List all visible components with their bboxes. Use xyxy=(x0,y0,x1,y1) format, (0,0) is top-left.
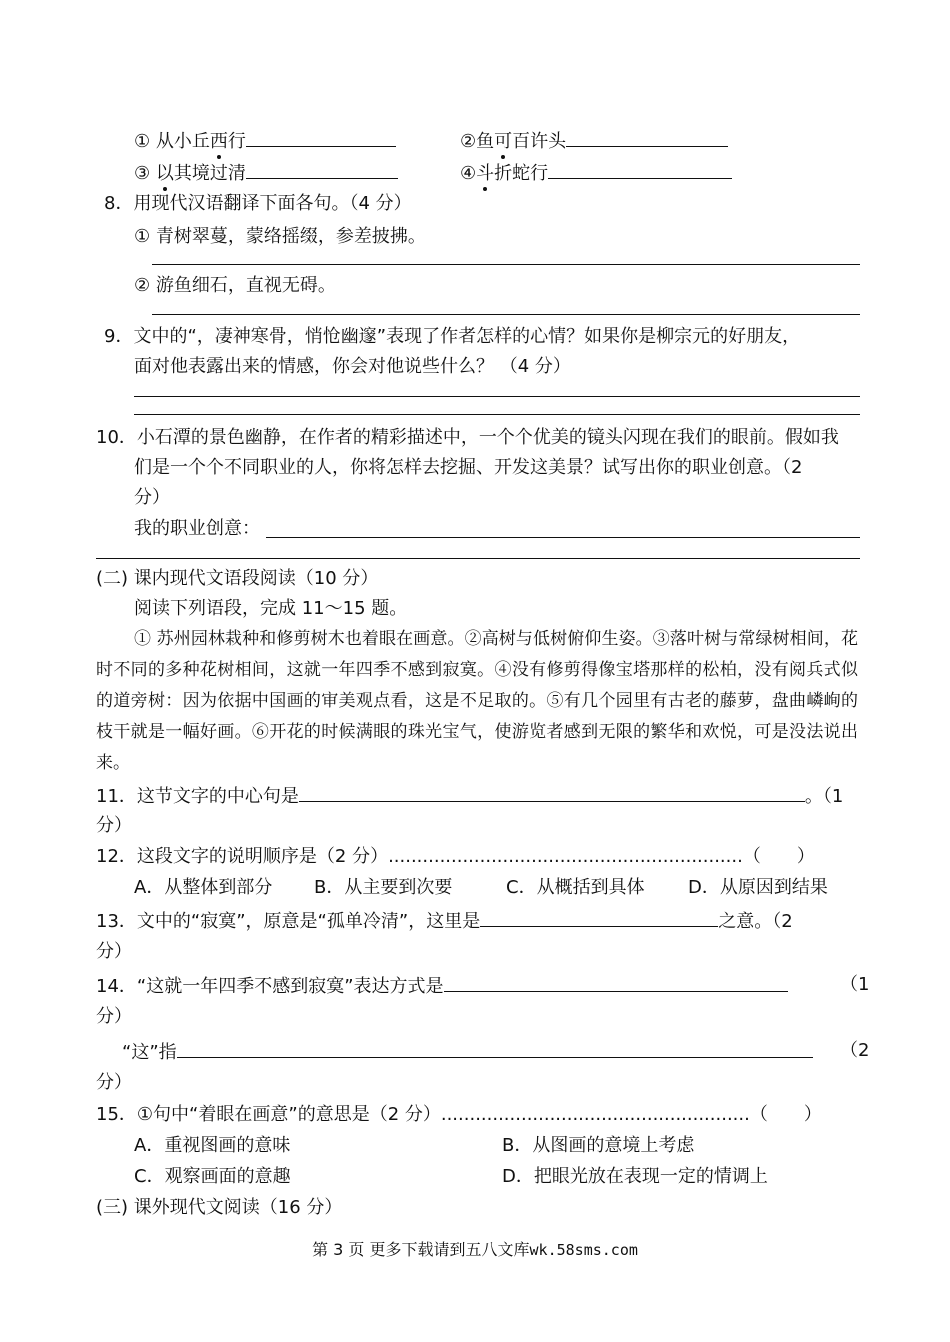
q15-option-c[interactable]: C．观察画面的意趣 xyxy=(134,1166,291,1187)
item-number: ③ xyxy=(134,163,151,184)
q13-cont: 分） xyxy=(96,941,132,962)
q10-label: 我的职业创意： xyxy=(134,518,260,539)
question-score: 。（1 xyxy=(804,786,844,807)
q14-part-2 xyxy=(122,1039,813,1065)
q9-line-1: 9．文中的“，凄神寒骨，悄怆幽邃”表现了作者怎样的心情？如果你是柳宗元的好朋友， xyxy=(104,326,801,347)
q12: 12．这段文字的说明顺序是（2 分）..............................................................（ ） xyxy=(96,846,815,867)
q13 xyxy=(96,908,793,934)
answer-blank[interactable] xyxy=(246,160,398,179)
q15: 15．①句中“着眼在画意”的意思是（2 分）......................................................（ ） xyxy=(96,1104,822,1125)
answer-blank[interactable] xyxy=(444,973,788,992)
q11-cont: 分） xyxy=(96,815,132,836)
item-text: 从小丘 xyxy=(155,131,210,152)
answer-line[interactable] xyxy=(152,314,860,315)
item-text: 百许头 xyxy=(512,131,567,152)
q14-score: （1 xyxy=(840,974,870,995)
q14-cont: 分） xyxy=(96,1006,132,1027)
dotted-char: 可 xyxy=(494,131,513,152)
item-number: ④ xyxy=(460,163,477,184)
q7-item-4 xyxy=(460,160,732,186)
answer-line[interactable] xyxy=(266,537,860,538)
question-text: 14．“这就一年四季不感到寂寞”表达方式是 xyxy=(96,976,444,997)
answer-blank[interactable] xyxy=(299,783,805,802)
q15-option-d[interactable]: D．把眼光放在表现一定的情调上 xyxy=(502,1166,768,1187)
question-text: 13．文中的“寂寞”，原意是“孤单冷清”，这里是 xyxy=(96,911,481,932)
q12-option-a[interactable]: A．从整体到部分 xyxy=(134,877,273,898)
q15-option-b[interactable]: B．从图画的意境上考虑 xyxy=(502,1135,695,1156)
page-footer xyxy=(0,1237,950,1260)
q10-line-2: 们是一个个不同职业的人，你将怎样去挖掘、开发这美景？试写出你的职业创意。（2 xyxy=(134,457,803,478)
item-text: 行 xyxy=(227,131,246,152)
answer-line[interactable] xyxy=(96,558,860,559)
q8-sentence-2: ② 游鱼细石，直视无碍。 xyxy=(134,275,336,296)
q14 xyxy=(96,973,788,999)
answer-line[interactable] xyxy=(134,414,860,415)
q12-option-d[interactable]: D．从原因到结果 xyxy=(688,877,828,898)
q12-option-c[interactable]: C．从概括到具体 xyxy=(506,877,645,898)
question-score: 之意。（2 xyxy=(718,911,793,932)
item-text: 折蛇行 xyxy=(494,163,549,184)
q7-item-2 xyxy=(460,128,728,154)
q7-item-3 xyxy=(134,160,398,186)
answer-blank[interactable] xyxy=(566,128,728,147)
answer-line[interactable] xyxy=(152,264,860,265)
question-text: “这”指 xyxy=(122,1042,177,1063)
q8-sentence-1: ① 青树翠蔓，蒙络摇缀，参差披拂。 xyxy=(134,226,426,247)
passage: ① 苏州园林栽种和修剪树木也着眼在画意。②高树与低树俯仰生姿。③落叶树与常绿树相间，花时不同的多种花树相间，这就一年四季不感到寂寞。④没有修剪得像宝塔那样的松柏，没有阅兵式似的道旁树：因为依据中国画的审美观点看，这是不足取的。⑤有几个园里有古老的藤萝，盘曲嶙峋的枝干就是一幅好画。⑥开花的时候满眼的珠光宝气，使游览者感到无限的繁华和欢悦，可是没法说出来。 xyxy=(96,629,858,773)
answer-blank[interactable] xyxy=(177,1039,813,1058)
dotted-char: 斗 xyxy=(476,163,495,184)
section-2-title: (二) 课内现代文语段阅读（10 分） xyxy=(96,568,379,589)
q12-option-b[interactable]: B．从主要到次要 xyxy=(314,877,453,898)
item-text: 其境过清 xyxy=(173,163,246,184)
q9-line-2: 面对他表露出来的情感，你会对他说些什么？ （4 分） xyxy=(134,356,571,377)
item-number: ② xyxy=(460,131,477,152)
q15-option-a[interactable]: A．重视图画的意味 xyxy=(134,1135,291,1156)
question-text: 11．这节文字的中心句是 xyxy=(96,786,299,807)
answer-blank[interactable] xyxy=(548,160,732,179)
answer-blank[interactable] xyxy=(246,128,396,147)
q14-cont-2: 分） xyxy=(96,1072,132,1093)
footer-text: 第 3 页 更多下载请到五八文库 xyxy=(312,1240,530,1259)
q14-score-2: （2 xyxy=(840,1040,870,1061)
dotted-char: 西 xyxy=(209,131,228,152)
q10-line-1: 10．小石潭的景色幽静，在作者的精彩描述中，一个个优美的镜头闪现在我们的眼前。假如我 xyxy=(96,427,839,448)
dotted-char: 以 xyxy=(155,163,174,184)
q7-item-1 xyxy=(134,128,396,154)
item-number: ① xyxy=(134,131,151,152)
q8-title: 8．用现代汉语翻译下面各句。（4 分） xyxy=(104,193,412,214)
section-3-title: (三) 课外现代文阅读（16 分） xyxy=(96,1197,343,1218)
answer-line[interactable] xyxy=(134,396,860,397)
answer-blank[interactable] xyxy=(480,908,718,927)
q11 xyxy=(96,783,843,809)
q10-line-3: 分） xyxy=(134,487,170,508)
section-2-instruction: 阅读下列语段，完成 11～15 题。 xyxy=(134,598,408,619)
item-text: 鱼 xyxy=(476,131,495,152)
footer-link[interactable]: wk.58sms.com xyxy=(529,1241,638,1259)
